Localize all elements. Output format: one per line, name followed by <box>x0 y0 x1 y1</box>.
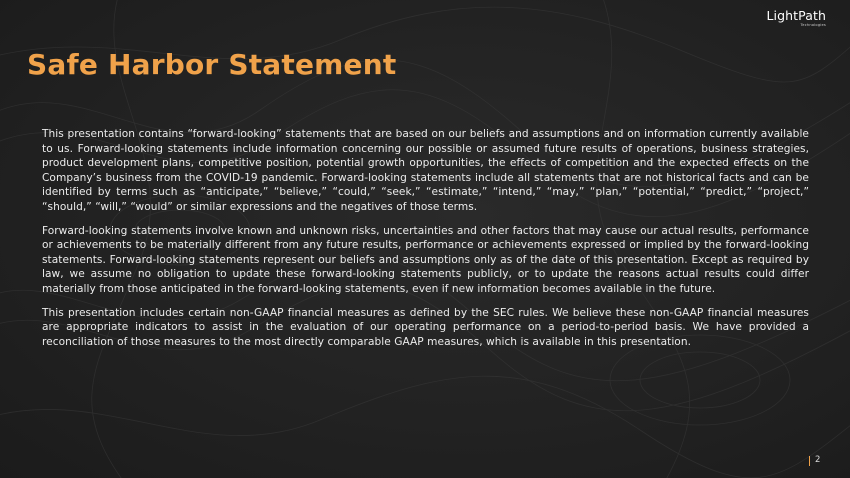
paragraph-risks: Forward-looking statements involve known and unknown risks, uncertainties and other factors that may cause our actual results, performance or achievements to be materially different from any future results, performance or achievements expressed or implied by the forward-looking statements. Forward-looking statements represent our beliefs and assumptions only as of the date of this presentation. Except as required by law, we assume no obligation to update these forward-looking statements publicly, or to update the reasons actual results could differ materially from those anticipated in the forward-looking statements, even if new information becomes available in the future. <box>42 224 809 295</box>
page-number: 2 <box>815 455 821 465</box>
paragraph-non-gaap: This presentation includes certain non-GAAP financial measures as defined by the SEC rules. We believe these non-GAAP financial measures are appropriate indicators to assist in the evaluation of our operating performance on a period-to-period basis. We have provided a reconciliation of those measures to the most directly comparable GAAP measures, which is available in this presentation. <box>42 306 809 348</box>
logo-tagline: Technologies <box>800 22 826 27</box>
page-number-separator <box>809 456 810 466</box>
lightpath-crescent-icon <box>751 11 765 27</box>
logo-name: LightPath <box>766 8 826 24</box>
body-text <box>42 127 809 359</box>
lightpath-logo <box>751 8 826 30</box>
logo-text <box>766 10 826 27</box>
slide-title: Safe Harbor Statement <box>27 48 397 81</box>
paragraph-forward-looking: This presentation contains “forward-looking” statements that are based on our beliefs and assumptions and on information currently available to us. Forward-looking statements include information concerning our possible or assumed future results of operations, business strategies, product development plans, competitive position, potential growth opportunities, the effects of competition and the expected effects on the Company’s business from the COVID-19 pandemic. Forward-looking statements include all statements that are not historical facts and can be identified by terms such as “anticipate,” “believe,” “could,” “seek,” “estimate,” “intend,” “may,” “plan,” “potential,” “predict,” “project,” “should,” “will,” “would” or similar expressions and the negatives of those terms. <box>42 128 809 213</box>
